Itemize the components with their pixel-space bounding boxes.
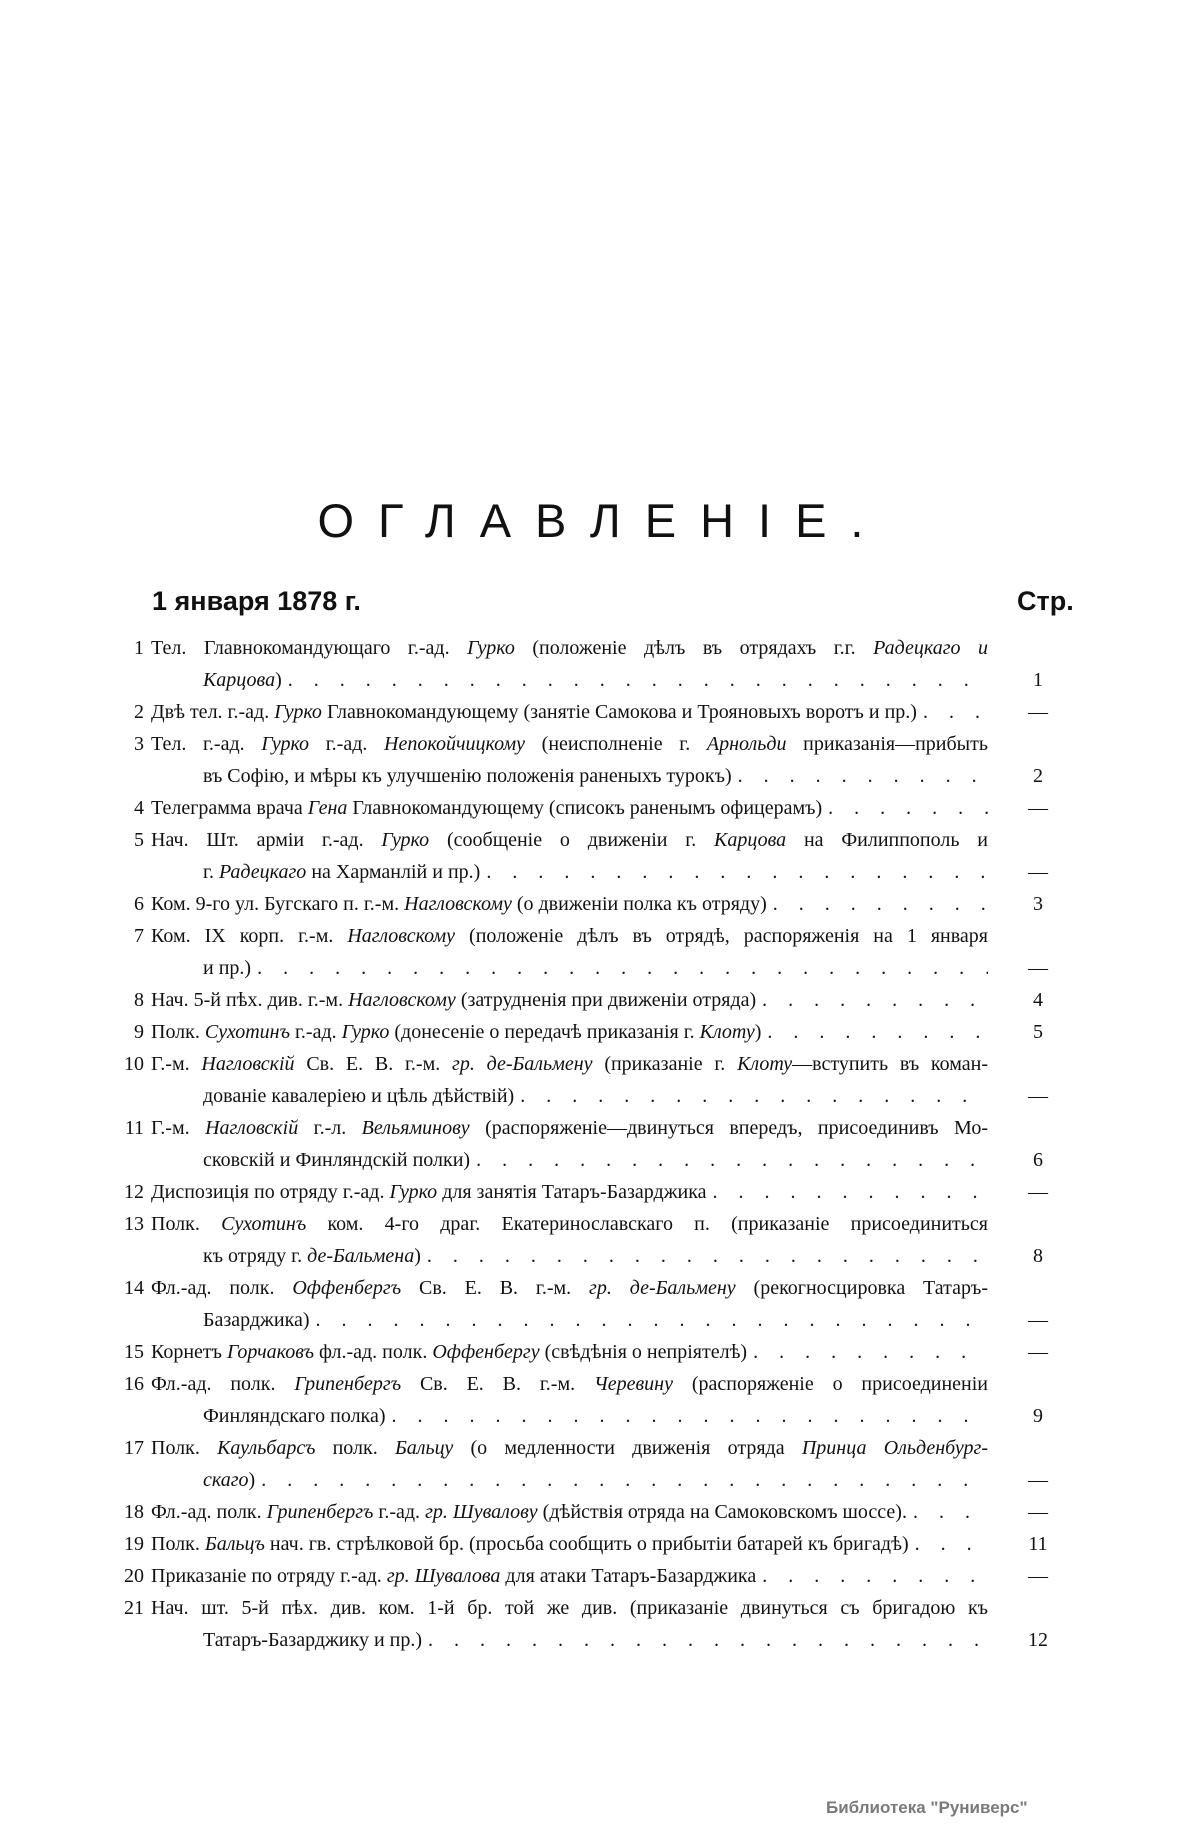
entry-name-italic: Непокойчицкому [384, 733, 525, 755]
entry-text: г.-ад. [309, 733, 385, 755]
leader-dots [747, 1336, 988, 1368]
entry-name-italic: Принца Ольденбург- [801, 1437, 988, 1459]
entry-number: 7 [134, 925, 144, 947]
entry-name-italic: гр. Шувалову [425, 1501, 538, 1523]
entry-name-italic: Вельяминову [361, 1117, 470, 1139]
toc-entry [0, 1592, 1193, 1656]
leader-dots [310, 1304, 988, 1336]
toc-entry [0, 696, 1193, 728]
entry-text: дованiе кавалерiею и цѣль дѣйствiй) [203, 1085, 515, 1107]
entry-text: (свѣдѣнiя о непрiятелѣ) [539, 1341, 748, 1363]
entry-text: Базарджика) [203, 1309, 310, 1331]
entry-line [151, 888, 988, 920]
entry-number: 1 [134, 637, 144, 659]
entry-text: Полк. [151, 1533, 205, 1555]
leader-dots [251, 952, 988, 984]
entry-number: 5 [134, 829, 144, 851]
entry-text: Нач. 5-й пѣх. див. г.-м. [151, 989, 349, 1011]
entry-number: 6 [134, 893, 144, 915]
entry-line [151, 1144, 988, 1176]
page-number: — [1028, 957, 1048, 979]
entry-text: на Харманлiй и пр.) [306, 861, 481, 883]
page-number: — [1028, 1501, 1048, 1523]
entry-text: (распоряженiе—двинуться впередъ, присоединивъ Мо- [469, 1117, 988, 1139]
entry-text: Корнетъ [151, 1341, 228, 1363]
entry-number: 17 [124, 1437, 144, 1459]
leader-dots [732, 760, 988, 792]
entry-number: 19 [124, 1533, 144, 1555]
entry-name-italic: Нагловскому [404, 893, 512, 915]
toc-entry [0, 1272, 1193, 1336]
toc-entry [0, 1176, 1193, 1208]
entry-text: для атаки Татаръ-Базарджика [500, 1565, 757, 1587]
leader-dots [767, 888, 988, 920]
entry-line [151, 1400, 988, 1432]
leader-dots [421, 1240, 988, 1272]
entry-text: Двѣ тел. г.-ад. [151, 701, 275, 723]
entry-text: на Филиппополь и [786, 829, 988, 851]
page-number: — [1028, 1565, 1048, 1587]
entry-name-italic: Радецкаго [218, 861, 307, 883]
page-number: — [1028, 701, 1048, 723]
entry-text: Ком. 9-го ул. Бугскаго п. г.-м. [151, 893, 405, 915]
entry-text: (неисполненiе г. [524, 733, 707, 755]
toc-entry [0, 1432, 1193, 1496]
toc-entry [0, 984, 1193, 1016]
toc-entry [0, 792, 1193, 824]
entry-text: Полк. [151, 1021, 205, 1043]
entry-name-italic: Гурко [261, 733, 310, 755]
toc-entry [0, 1368, 1193, 1432]
entry-text: для занятiя Татаръ-Базарджика [437, 1181, 707, 1203]
entry-name-italic: Сухотинъ [204, 1021, 290, 1043]
entry-name-italic: Каульбарсъ [217, 1437, 316, 1459]
entry-line [151, 1592, 988, 1624]
entry-number: 20 [124, 1565, 144, 1587]
toc-entry [0, 1560, 1193, 1592]
entry-text: Ком. IX корп. г.-м. [151, 925, 348, 947]
entry-number: 3 [134, 733, 144, 755]
entry-text: Г.-м. [151, 1053, 202, 1075]
entry-text: нач. гв. стрѣлковой бр. (просьба сообщить о прибытiи батарей къ бригадѣ) [264, 1533, 909, 1555]
page-number: 6 [1033, 1149, 1043, 1171]
entry-text: (дѣйствiя отряда на Самоковскомъ шоссе). [537, 1501, 907, 1523]
entry-name-italic: Нагловскому [348, 989, 456, 1011]
entry-text: Г.-м. [151, 1117, 206, 1139]
entry-text: Телеграмма врача [151, 797, 308, 819]
toc-entry [0, 632, 1193, 696]
page-number: — [1028, 1341, 1048, 1363]
page-number: 12 [1028, 1629, 1048, 1651]
entry-name-italic: Карцова [714, 829, 787, 851]
entry-name-italic: гр. де-Бальмену [589, 1277, 736, 1299]
entry-line [151, 856, 988, 888]
entry-line [151, 1336, 988, 1368]
leader-dots [386, 1400, 988, 1432]
entry-text: Тел. г.-ад. [151, 733, 262, 755]
entry-text: Нач. Шт. армiи г.-ад. [151, 829, 382, 851]
entry-line [151, 760, 988, 792]
page-number: — [1028, 861, 1048, 883]
entry-line [151, 728, 988, 760]
entry-line [151, 1016, 988, 1048]
entry-line [151, 984, 988, 1016]
entry-line [151, 1272, 988, 1304]
entry-text: Св. Е. В. г.-м. [401, 1277, 590, 1299]
entry-name-italic: Грипенбергъ [294, 1373, 402, 1395]
entry-name-italic: Гурко [274, 701, 322, 723]
entry-name-italic: Сухотинъ [221, 1213, 307, 1235]
entry-number: 10 [124, 1053, 144, 1075]
page-number: 11 [1028, 1533, 1048, 1555]
entry-text: въ Софiю, и мѣры къ улучшенiю положенiя раненыхъ турокъ) [203, 765, 732, 787]
entry-text: (положенiе дѣлъ въ отрядахъ г.г. [514, 637, 874, 659]
entry-text: Фл.-ад. полк. [151, 1277, 293, 1299]
entry-text: Полк. [151, 1437, 218, 1459]
entry-text: Св. Е. В. г.-м. [401, 1373, 594, 1395]
entry-name-italic: Гурко [381, 829, 430, 851]
entry-text: Полк. [151, 1213, 222, 1235]
page-number: 8 [1033, 1245, 1043, 1267]
table-of-contents [0, 632, 1193, 1656]
leader-dots [282, 664, 988, 696]
entry-line [151, 1528, 988, 1560]
page-number: 3 [1033, 893, 1043, 915]
page-number: — [1028, 1469, 1048, 1491]
entry-name-italic: Черевину [593, 1373, 673, 1395]
entry-text: Нач. шт. 5-й пѣх. див. ком. 1-й бр. той же див. (приказанiе двинуться съ бригадою къ [151, 1597, 988, 1619]
entry-name-italic: Клоту [737, 1053, 793, 1075]
entry-text: Диспозицiя по отряду г.-ад. [151, 1181, 390, 1203]
entry-line [151, 952, 988, 984]
leader-dots [907, 1496, 988, 1528]
entry-text: Финляндскаго полка) [203, 1405, 386, 1427]
entry-text: приказанiя—прибыть [786, 733, 988, 755]
entry-number: 8 [134, 989, 144, 1011]
entry-text: Главнокомандующему (занятiе Самокова и Трояновыхъ воротъ и пр.) [321, 701, 917, 723]
entry-line [151, 824, 988, 856]
entry-name-italic: Карцова [203, 669, 276, 691]
entry-text: —вступить въ коман- [792, 1053, 988, 1075]
entry-text: (донесенiе о передачѣ приказанiя г. [389, 1021, 700, 1043]
entry-text: ) [275, 669, 282, 691]
entry-text: (затрудненiя при движенiи отряда) [455, 989, 757, 1011]
page-number: — [1028, 1309, 1048, 1331]
page-number: 5 [1033, 1021, 1043, 1043]
page-number: 4 [1033, 989, 1043, 1011]
leader-dots [514, 1080, 988, 1112]
entry-name-italic: Арнольди [706, 733, 787, 755]
entry-number: 21 [124, 1597, 144, 1619]
leader-dots [480, 856, 988, 888]
entry-name-italic: Гурко [389, 1181, 438, 1203]
toc-entry [0, 1016, 1193, 1048]
entry-text: (рекогносцировка Татаръ- [735, 1277, 988, 1299]
entry-text: (положенiе дѣлъ въ отрядѣ, распоряженiя на 1 января [455, 925, 988, 947]
entry-text: (приказанiе г. [592, 1053, 738, 1075]
leader-dots [707, 1176, 988, 1208]
entry-line [151, 1432, 988, 1464]
toc-entry [0, 1528, 1193, 1560]
entry-line [151, 1048, 988, 1080]
entry-text: г.-ад. [289, 1021, 342, 1043]
entry-text: сковскiй и Финляндскiй полки) [203, 1149, 471, 1171]
entry-name-italic: Бальцу [395, 1437, 454, 1459]
entry-number: 14 [124, 1277, 144, 1299]
entry-number: 12 [124, 1181, 144, 1203]
entry-text: г. [203, 861, 219, 883]
toc-entry [0, 1112, 1193, 1176]
entry-text: и пр.) [203, 957, 252, 979]
entry-name-italic: гр. Шувалова [386, 1565, 501, 1587]
toc-entry [0, 920, 1193, 984]
entry-line [151, 664, 988, 696]
entry-name-italic: Грипенбергъ [266, 1501, 374, 1523]
entry-line [151, 920, 988, 952]
entry-text: Фл.-ад. полк. [151, 1501, 267, 1523]
entry-text: Св. Е. В. г.-м. [294, 1053, 453, 1075]
entry-text: Главнокомандующему (списокъ раненымъ офицерамъ) [347, 797, 823, 819]
entry-text: г.-л. [298, 1117, 362, 1139]
leader-dots [917, 696, 988, 728]
entry-name-italic: де-Бальмена [307, 1245, 415, 1267]
entry-text: (о движенiи полка къ отряду) [511, 893, 767, 915]
entry-line [151, 696, 988, 728]
entry-line [151, 1624, 988, 1656]
entry-name-italic: Клоту [699, 1021, 755, 1043]
leader-dots [422, 1624, 988, 1656]
toc-entry [0, 1336, 1193, 1368]
page-number: — [1028, 1085, 1048, 1107]
page-number: — [1028, 1181, 1048, 1203]
page-number: 1 [1033, 669, 1043, 691]
entry-number: 11 [124, 1117, 144, 1139]
entry-name-italic: Гурко [341, 1021, 390, 1043]
entry-name-italic: скаго [203, 1469, 249, 1491]
entry-text: ) [414, 1245, 421, 1267]
entry-text: Татаръ-Базарджику и пр.) [203, 1629, 423, 1651]
entry-line [151, 1368, 988, 1400]
entry-name-italic: гр. де-Бальмену [452, 1053, 593, 1075]
leader-dots [255, 1464, 988, 1496]
page-column-heading: Стр. [1017, 586, 1074, 616]
entry-text: Приказанiе по отряду г.-ад. [151, 1565, 387, 1587]
entry-line [151, 1560, 988, 1592]
entry-line [151, 1208, 988, 1240]
entry-name-italic: Нагловскiй [201, 1053, 295, 1075]
leader-dots [761, 1016, 988, 1048]
toc-entry [0, 824, 1193, 888]
leader-dots [756, 1560, 988, 1592]
entry-line [151, 1240, 988, 1272]
entry-name-italic: Бальцъ [204, 1533, 265, 1555]
entry-name-italic: Нагловскiй [205, 1117, 299, 1139]
page-number: — [1028, 797, 1048, 819]
entry-number: 4 [134, 797, 144, 819]
entry-number: 2 [134, 701, 144, 723]
entry-line [151, 1464, 988, 1496]
entry-number: 15 [124, 1341, 144, 1363]
entry-text: ) [754, 1021, 762, 1043]
entry-text: (о медленности движенiя отряда [453, 1437, 802, 1459]
entry-text: къ отряду г. [203, 1245, 308, 1267]
entry-number: 9 [134, 1021, 144, 1043]
leader-dots [822, 792, 988, 824]
entry-name-italic: Оффенбергъ [292, 1277, 402, 1299]
entry-name-italic: Горчаковъ [227, 1341, 315, 1363]
entry-text: ) [248, 1469, 256, 1491]
entry-name-italic: Радецкаго и [873, 637, 988, 659]
page-number: 9 [1033, 1405, 1043, 1427]
toc-entry [0, 888, 1193, 920]
entry-text: полк. [315, 1437, 395, 1459]
entry-number: 13 [124, 1213, 144, 1235]
page-title: ОГЛАВЛЕНIЕ. [317, 494, 888, 547]
entry-line [151, 1080, 988, 1112]
entry-name-italic: Нагловскому [347, 925, 456, 947]
leader-dots [470, 1144, 988, 1176]
entry-text: ком. 4-го драг. Екатеринославскаго п. (приказанiе присоединиться [306, 1213, 988, 1235]
entry-text: Фл.-ад. полк. [151, 1373, 295, 1395]
page-number: 2 [1033, 765, 1043, 787]
entry-line [151, 792, 988, 824]
leader-dots [756, 984, 988, 1016]
entry-text: Тел. Главнокомандующаго г.-ад. [151, 637, 468, 659]
entry-text: (сообщенiе о движенiи г. [429, 829, 715, 851]
entry-line [151, 1112, 988, 1144]
entry-line [151, 632, 988, 664]
toc-entry [0, 1208, 1193, 1272]
entry-name-italic: Гурко [467, 637, 515, 659]
toc-entry [0, 1048, 1193, 1112]
toc-entry [0, 1496, 1193, 1528]
entry-line [151, 1176, 988, 1208]
entry-number: 16 [124, 1373, 144, 1395]
entry-name-italic: Гена [307, 797, 348, 819]
entry-text: (распоряженiе о присоединенiи [672, 1373, 988, 1395]
entry-number: 18 [124, 1501, 144, 1523]
entry-text: фл.-ад. полк. [314, 1341, 433, 1363]
entry-line [151, 1496, 988, 1528]
date-heading: 1 января 1878 г. [152, 586, 361, 616]
toc-entry [0, 728, 1193, 792]
entry-name-italic: Оффенбергу [432, 1341, 540, 1363]
entry-line [151, 1304, 988, 1336]
library-watermark: Библиотека "Руниверс" [826, 1798, 1028, 1817]
leader-dots [909, 1528, 988, 1560]
entry-text: г.-ад. [373, 1501, 426, 1523]
